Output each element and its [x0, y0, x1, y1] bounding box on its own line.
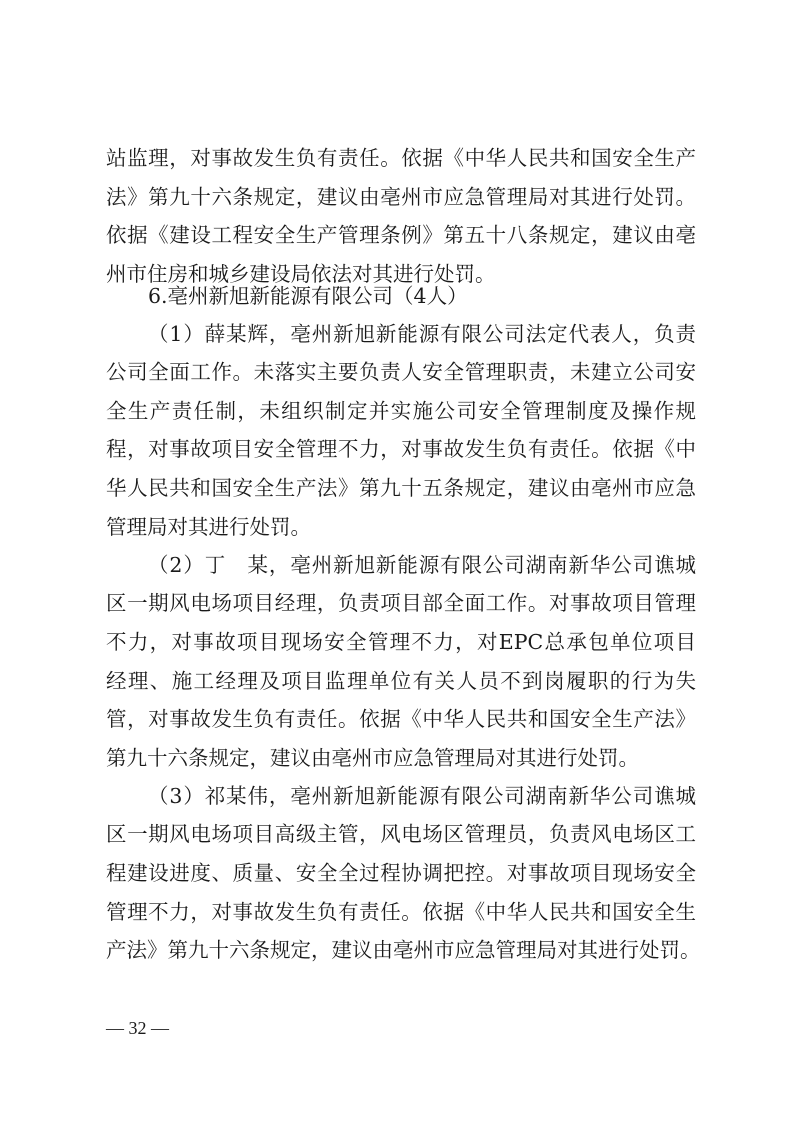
- text-line: 州市住房和城乡建设局依法对其进行处罚。: [106, 262, 496, 286]
- text-line: 站监理，对事故发生负有责任。依据《中华人民共和国安全生产: [106, 146, 696, 170]
- text-line: 管，对事故发生负有责任。依据《中华人民共和国安全生产法》: [106, 707, 696, 731]
- text-line: （1）薛某辉，亳州新旭新能源有限公司法定代表人，负责: [148, 322, 696, 346]
- text-line: 公司全面工作。未落实主要负责人安全管理职责，未建立公司安: [106, 360, 696, 384]
- text-line: 程，对事故项目安全管理不力，对事故发生负有责任。依据《中: [106, 437, 696, 461]
- text-line: 区一期风电场项目高级主管，风电场区管理员，负责风电场区工: [106, 822, 696, 846]
- text-line: 法》第九十六条规定，建议由亳州市应急管理局对其进行处罚。: [106, 185, 696, 209]
- text-line: 不力，对事故项目现场安全管理不力，对EPC总承包单位项目: [106, 630, 696, 654]
- text-line: 区一期风电场项目经理，负责项目部全面工作。对事故项目管理: [106, 591, 696, 615]
- text-line: 依据《建设工程安全生产管理条例》第五十八条规定，建议由亳: [106, 223, 696, 247]
- text-line: 产法》第九十六条规定，建议由亳州市应急管理局对其进行处罚。: [106, 938, 701, 962]
- text-line: （3）祁某伟，亳州新旭新能源有限公司湖南新华公司谯城: [148, 784, 696, 808]
- text-line: 管理不力，对事故发生负有责任。依据《中华人民共和国安全生: [106, 900, 696, 924]
- text-line: 程建设进度、质量、安全全过程协调把控。对事故项目现场安全: [106, 861, 696, 885]
- text-line: 经理、施工经理及项目监理单位有关人员不到岗履职的行为失: [106, 669, 696, 693]
- page-number: — 32 —: [106, 1018, 169, 1038]
- text-line: （2）丁 某，亳州新旭新能源有限公司湖南新华公司谯城: [148, 553, 696, 577]
- text-line: 第九十六条规定，建议由亳州市应急管理局对其进行处罚。: [106, 746, 639, 770]
- text-line: 全生产责任制，未组织制定并实施公司安全管理制度及操作规: [106, 399, 696, 423]
- text-line: 管理局对其进行处罚。: [106, 515, 311, 539]
- section-heading: 6.亳州新旭新能源有限公司（4人）: [148, 284, 468, 308]
- text-line: 华人民共和国安全生产法》第九十五条规定，建议由亳州市应急: [106, 476, 696, 500]
